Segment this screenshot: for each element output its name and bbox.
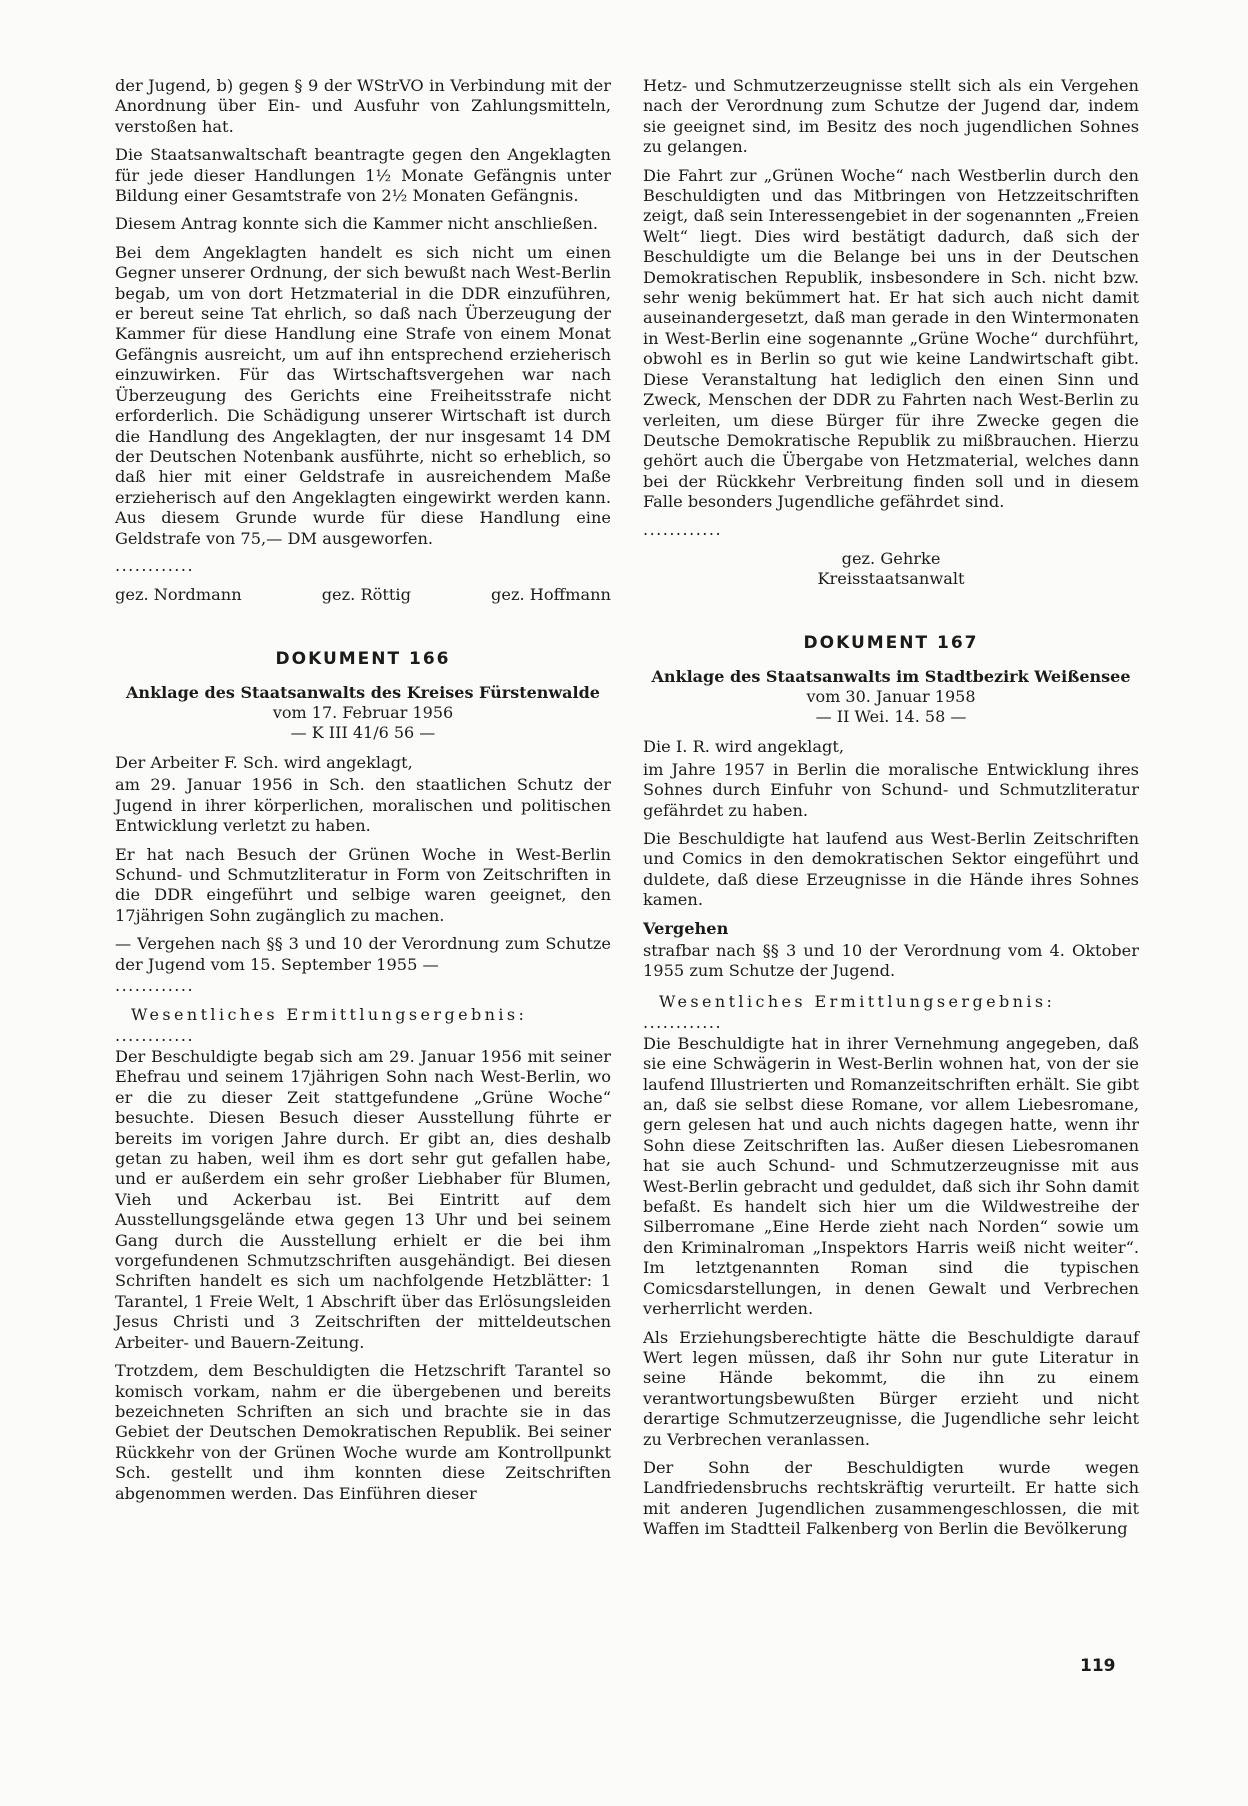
paragraph: Die Beschuldigte hat laufend aus West-Berlin Zeitschriften und Comics in den demokratischen Sektor eingeführt und duldete, daß diese Erzeugnisse in die Hände ihres Sohnes kamen. bbox=[643, 828, 1139, 910]
paragraph: Die Fahrt zur „Grünen Woche“ nach Westberlin durch den Beschuldigten und das Mitbringen von Hetzzeitschriften zeigt, daß sein Interessengebiet in der sogenannten „Freien Welt“ liegt. Dies wird bestätigt dadurch, daß sich der Beschuldigte um die Belange bei uns in der Deutschen Demokratischen Republik, insbesondere in Sch. nicht bzw. sehr wenig bekümmert hat. Er hat sich auch nicht damit auseinandergesetzt, daß man gerade in den Wintermonaten in West-Berlin eine sogenannte „Grüne Woche“ durchführt, obwohl es in Berlin so gut wie keine Landwirtschaft gibt. Diese Veranstaltung hat lediglich den einen Sinn und Zweck, Menschen der DDR zu Fahrten nach West-Berlin zu verleiten, um diese Bürger für ihre Zwecke gegen die Deutsche Demokratische Republik zu mißbrauchen. Hierzu gehört auch die Übergabe von Hetzmaterial, welches dann bei der Rückkehr Verbreitung finden soll und in diesem Falle besonders Jugendliche gefährdet sind. bbox=[643, 165, 1139, 512]
ellipsis-separator: ............ bbox=[115, 976, 195, 995]
paragraph: Der Sohn der Beschuldigten wurde wegen Landfriedensbruchs rechtskräftig verurteilt. Er hatte sich mit anderen Jugendlichen zusammengeschlossen, die mit Waffen im Stadtteil Falkenberg von Berlin die Bevölkerung bbox=[643, 1457, 1139, 1539]
paragraph: am 29. Januar 1956 in Sch. den staatlichen Schutz der Jugend in ihrer körperlichen, moralischen und politischen Entwicklung verletzt zu haben. bbox=[115, 775, 611, 836]
paragraph: Die Beschuldigte hat in ihrer Vernehmung angegeben, daß sie eine Schwägerin in West-Berlin wohnen hat, von der sie laufend Illustrierten und Romanzeitschriften erhält. Sie gibt an, daß sie selbst diese Romane, vor allem Liebesromane, gern gelesen hat und auch nichts dagegen hatte, wenn ihr Sohn diese Zeitschriften las. Außer diesen Liebesromanen hat sie auch Schund- und Schmutzerzeugnisse mit aus West-Berlin gebracht und geduldet, daß sich ihr Sohn damit befaßt. Es handelt sich hier um die Wildwestreihe der Silberromane „Eine Herde zieht nach Norden“ sowie um den Kriminalroman „Inspektors Harris weiß nicht weiter“. Im letztgenannten Roman sind die typischen Comicsdarstellungen, in denen Gewalt und Verbrechen verherrlicht werden. bbox=[643, 1033, 1139, 1319]
signature-title: Kreisstaatsanwalt bbox=[817, 568, 965, 588]
ellipsis-separator: ............ bbox=[115, 555, 195, 575]
paragraph: der Jugend, b) gegen § 9 der WStrVO in Verbindung mit der Anordnung über Ein- und Ausfuhr von Zahlungsmitteln, verstoßen hat. bbox=[115, 76, 611, 136]
signature-name: gez. Gehrke bbox=[841, 548, 941, 568]
paragraph: Hetz- und Schmutzerzeugnisse stellt sich als ein Vergehen nach der Verordnung zum Schutze der Jugend dar, indem sie geeignet sind, im Besitz des noch jugendlichen Sohnes zu gelangen. bbox=[643, 76, 1139, 157]
signature-hoffmann: gez. Hoffmann bbox=[491, 584, 611, 604]
paragraph: strafbar nach §§ 3 und 10 der Verordnung vom 4. Oktober 1955 zum Schutze der Jugend. bbox=[643, 941, 1139, 981]
document-166-date: vom 17. Februar 1956 bbox=[272, 702, 454, 722]
document-166-subtitle: Anklage des Staatsanwalts des Kreises Fürstenwalde bbox=[126, 682, 600, 702]
document-167-subtitle: Anklage des Staatsanwalts im Stadtbezirk Weißensee bbox=[651, 667, 1131, 687]
right-column bbox=[643, 76, 1139, 1548]
paragraph: Der Arbeiter F. Sch. wird angeklagt, bbox=[115, 752, 413, 772]
paragraph: Diesem Antrag konnte sich die Kammer nicht anschließen. bbox=[115, 214, 599, 234]
document-167-date: vom 30. Januar 1958 bbox=[806, 687, 976, 707]
ellipsis-separator: ............ bbox=[643, 519, 723, 539]
ellipsis-separator: ............ bbox=[643, 1012, 723, 1032]
paragraph: Die Staatsanwaltschaft beantragte gegen den Angeklagten für jede dieser Handlungen 1½ Monate Gefängnis unter Bildung einer Gesamtstrafe von 2½ Monaten Gefängnis. bbox=[115, 145, 611, 206]
section-title: Wesentliches Ermittlungsergebnis: bbox=[131, 1005, 528, 1024]
signature-nordmann: gez. Nordmann bbox=[115, 584, 242, 604]
paragraph: Als Erziehungsberechtigte hätte die Beschuldigte darauf Wert legen müssen, daß ihr Sohn nur gute Literatur in seine Hände bekommt, die ihn zu einem verantwortungsbewußten Bürger erzieht und nicht derartige Schmutzerzeugnisse, die Jugendliche sehr leicht zu Verbrechen veranlassen. bbox=[643, 1327, 1139, 1449]
paragraph: im Jahre 1957 in Berlin die moralische Entwicklung ihres Sohnes durch Einfuhr von Schund- und Schmutzliteratur gefährdet zu haben. bbox=[643, 759, 1139, 820]
left-column bbox=[115, 76, 611, 1512]
paragraph: Der Beschuldigte begab sich am 29. Januar 1956 mit seiner Ehefrau und seinem 17jährigen Sohn nach West-Berlin, wo er die zu dieser Zeit stattgefundene „Grüne Woche“ besuchte. Diesen Besuch dieser Ausstellung führte er bereits im vorigen Jahre durch. Er gibt an, dies deshalb getan zu haben, weil ihm es dort sehr gut gefallen habe, und er außerdem ein sehr großer Liebhaber für Blumen, Vieh und Ackerbau ist. Bei Eintritt auf dem Ausstellungsgelände etwa gegen 13 Uhr und bei seinem Gang durch die Ausstellung erhielt er die bei ihm vorgefundenen Schmutzschriften ausgehändigt. Bei diesen Schriften handelt es sich um nachfolgende Hetzblätter: 1 Tarantel, 1 Freie Welt, 1 Abschrift über das Erlösungsleiden Jesus Christi und 3 Zeitschriften der mitteldeutschen Arbeiter- und Bauern-Zeitung. bbox=[115, 1047, 611, 1352]
document-166-heading: DOKUMENT 166 bbox=[275, 648, 451, 669]
paragraph: Er hat nach Besuch der Grünen Woche in West-Berlin Schund- und Schmutzliteratur in Form von Zeitschriften in die DDR eingeführt und selbige waren geeignet, den 17jährigen Sohn zugänglich zu machen. bbox=[115, 844, 611, 925]
document-167-reference: — II Wei. 14. 58 — bbox=[815, 707, 967, 727]
paragraph: Bei dem Angeklagten handelt es sich nicht um einen Gegner unserer Ordnung, der sich bewußt nach West-Berlin begab, um von dort Hetzmaterial in die DDR einzuführen, er bereut seine Tat ehrlich, so daß nach Überzeugung der Kammer für diese Handlung eine Strafe von einem Monat Gefängnis ausreicht, um auf ihn entsprechend erzieherisch einzuwirken. Für das Wirtschaftsvergehen war nach Überzeugung des Gerichts eine Freiheitsstrafe nicht erforderlich. Die Schädigung unserer Wirtschaft ist durch die Handlung des Angeklagten, der nur insgesamt 14 DM der Deutschen Notenbank ausführte, nicht so erheblich, so daß hier mit einer Geldstrafe in ausreichendem Maße erzieherisch auf den Angeklagten eingewirkt werden kann. Aus diesem Grunde wurde für diese Handlung eine Geldstrafe von 75,— DM ausgeworfen. bbox=[115, 242, 611, 548]
section-title: Wesentliches Ermittlungsergebnis: bbox=[659, 991, 1056, 1011]
paragraph: Trotzdem, dem Beschuldigten die Hetzschrift Tarantel so komisch vorkam, nahm er die übergebenen und bereits bezeichneten Schriften an sich und brachte sie in das Gebiet der Deutschen Demokratischen Republik. Bei seiner Rückkehr von der Grünen Woche wurde am Kontrollpunkt Sch. gestellt und ihm konnten diese Zeitschriften abgenommen werden. Das Einführen dieser bbox=[115, 1361, 611, 1503]
page-number: 119 bbox=[1080, 1656, 1116, 1676]
document-167-heading: DOKUMENT 167 bbox=[803, 633, 979, 654]
ellipsis-separator: ............ bbox=[115, 1026, 195, 1045]
paragraph: Die I. R. wird angeklagt, bbox=[643, 737, 844, 757]
signature-row bbox=[115, 585, 611, 605]
document-166-reference: — K III 41/6 56 — bbox=[290, 722, 436, 742]
vergehen-label: Vergehen bbox=[643, 918, 729, 938]
paragraph: — Vergehen nach §§ 3 und 10 der Verordnung zum Schutze der Jugend vom 15. September 1955 — bbox=[115, 934, 611, 974]
signature-roettig: gez. Röttig bbox=[321, 584, 411, 604]
